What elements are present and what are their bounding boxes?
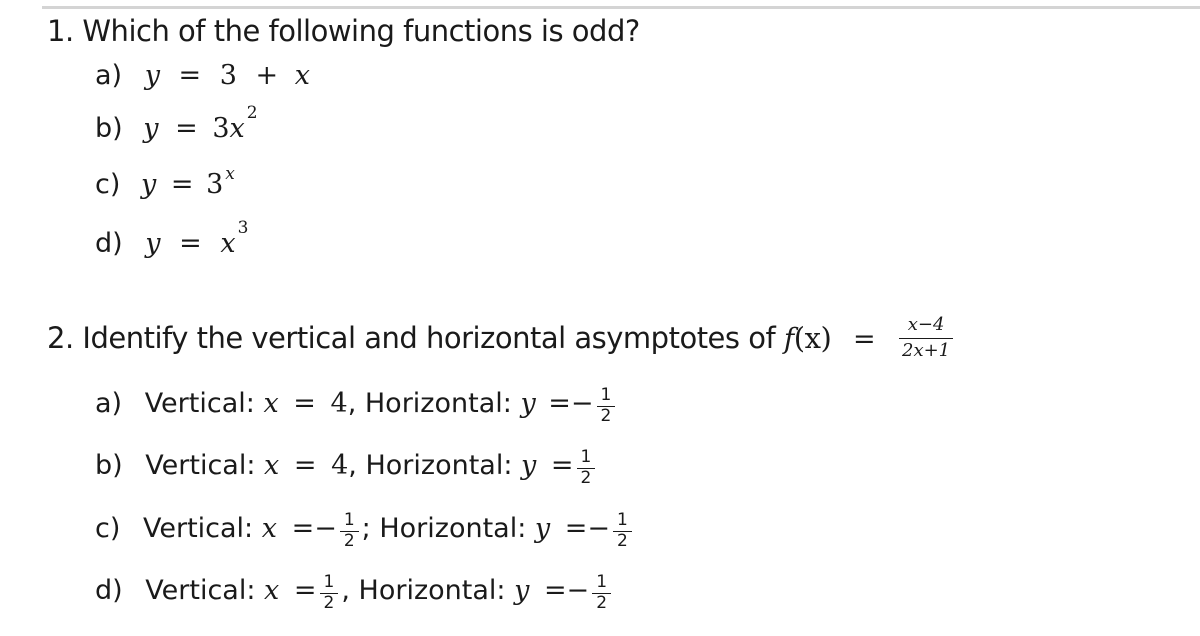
denominator: 2 — [580, 467, 592, 488]
y-variable: y — [145, 228, 161, 259]
option-label: c) — [95, 169, 121, 200]
x-variable: x — [294, 60, 310, 91]
x-variable: x — [264, 449, 280, 481]
q1-option-d[interactable] — [95, 218, 249, 259]
vertical-value: 4 — [331, 449, 349, 481]
numerator: 1 — [577, 449, 596, 469]
horizontal-fraction — [597, 387, 616, 426]
equals-sign: = — [170, 169, 194, 200]
separator: ; — [361, 512, 371, 544]
horizontal-label: Horizontal: — [379, 512, 527, 544]
y-variable: y — [140, 169, 157, 200]
plus-sign: + — [255, 60, 279, 91]
coefficient: 3 — [212, 113, 230, 144]
option-label: a) — [95, 60, 123, 91]
numerator: 1 — [320, 574, 339, 594]
exponent: 2 — [246, 103, 258, 123]
denominator: 2 — [323, 592, 335, 613]
option-label: b) — [95, 113, 123, 144]
vertical-label: Vertical: — [144, 387, 255, 419]
denominator: 2 — [596, 592, 608, 613]
equals-sign: =− — [543, 574, 590, 606]
x-variable: x — [264, 574, 280, 606]
equals-sign: = — [293, 449, 317, 481]
q1-option-a[interactable] — [95, 62, 310, 89]
q2-option-b[interactable] — [95, 447, 598, 486]
equals-sign: =− — [291, 512, 337, 544]
denominator: 2 — [617, 530, 628, 551]
denominator: 2 — [343, 530, 355, 551]
exponent: x — [225, 164, 235, 184]
separator: , — [347, 387, 357, 419]
question-2-text: 2. Identify the vertical and horizontal asymptotes of — [47, 321, 784, 355]
horizontal-fraction — [577, 449, 596, 488]
x-variable: x — [263, 387, 279, 419]
horizontal-label: Horizontal: — [364, 387, 512, 419]
q2-option-d[interactable] — [95, 572, 614, 611]
function-equals: = — [853, 324, 876, 355]
y-variable: y — [521, 449, 537, 481]
vertical-fraction — [320, 574, 339, 613]
horizontal-fraction — [592, 574, 611, 613]
function-fraction — [899, 315, 953, 361]
equals-sign: = — [293, 387, 316, 419]
option-label: c) — [95, 512, 121, 544]
question-2-title — [47, 321, 831, 355]
x-variable: x — [261, 512, 277, 544]
top-divider — [42, 6, 1200, 9]
horizontal-label: Horizontal: — [365, 449, 513, 481]
separator: , — [341, 574, 350, 606]
exponent: 3 — [237, 218, 249, 238]
numerator: 1 — [613, 512, 632, 532]
equals-sign: = — [178, 60, 202, 91]
constant: 3 — [219, 60, 237, 91]
option-label: d) — [95, 574, 123, 606]
function-argument: (x) — [793, 321, 832, 355]
numerator: 1 — [592, 574, 611, 594]
horizontal-fraction — [613, 512, 632, 551]
equals-sign: = — [175, 113, 198, 144]
y-variable: y — [143, 113, 159, 144]
vertical-value: 4 — [330, 387, 348, 419]
option-label: d) — [95, 228, 123, 259]
vertical-label: Vertical: — [145, 449, 256, 481]
equals-sign: = — [179, 228, 202, 259]
function-denominator: 2x+1 — [902, 339, 951, 361]
equals-sign: =− — [548, 387, 594, 419]
numerator: 1 — [597, 387, 616, 407]
x-variable: x — [229, 113, 245, 144]
equals-sign: = — [550, 449, 574, 481]
equals-sign: =− — [564, 512, 611, 544]
function-numerator: x−4 — [899, 315, 953, 339]
y-variable: y — [520, 387, 536, 419]
q2-option-a[interactable] — [95, 385, 618, 424]
option-label: a) — [95, 387, 123, 419]
y-variable: y — [514, 574, 530, 606]
vertical-label: Vertical: — [142, 512, 254, 544]
q1-option-c[interactable] — [95, 164, 235, 200]
function-name: f — [783, 322, 794, 355]
y-variable: y — [144, 60, 160, 91]
y-variable: y — [534, 512, 551, 544]
horizontal-label: Horizontal: — [358, 574, 506, 606]
x-variable: x — [220, 228, 236, 259]
separator: , — [348, 449, 357, 481]
base: 3 — [206, 169, 224, 200]
vertical-fraction — [340, 512, 359, 551]
denominator: 2 — [600, 405, 612, 426]
equals-sign: = — [293, 574, 317, 606]
vertical-label: Vertical: — [145, 574, 256, 606]
q1-option-b[interactable] — [95, 103, 258, 144]
q2-option-c[interactable] — [95, 510, 635, 549]
question-1-title: 1. Which of the following functions is odd? — [47, 14, 640, 48]
numerator: 1 — [340, 512, 359, 532]
option-label: b) — [95, 449, 123, 481]
